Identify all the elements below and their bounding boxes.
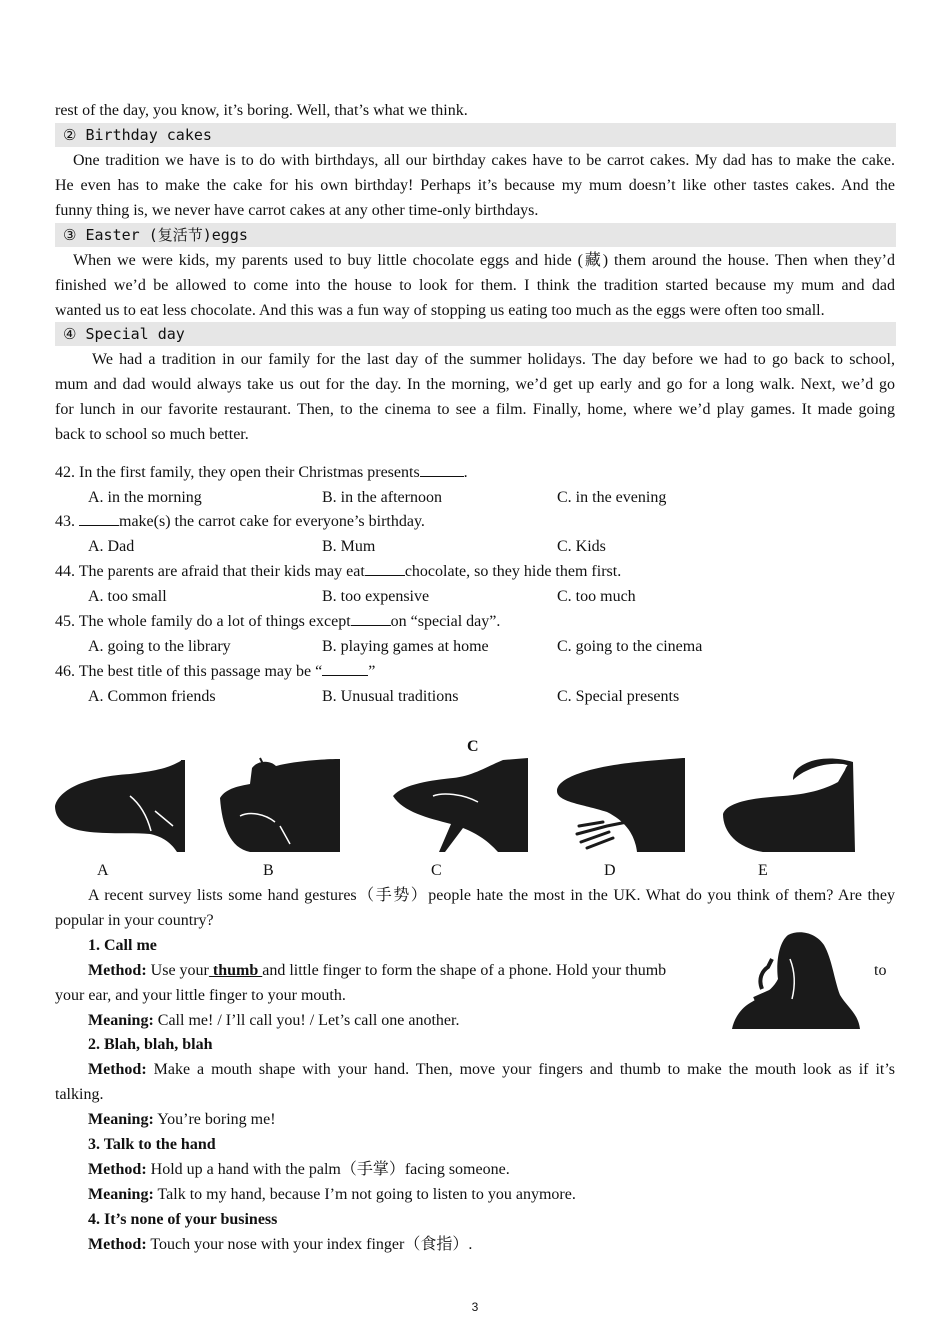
gesture-image-b [220, 756, 340, 854]
section-letter: C [467, 738, 479, 755]
question-text: . [463, 464, 468, 481]
option-c[interactable]: C. in the evening [557, 489, 667, 506]
question-42 [55, 460, 468, 485]
gesture-title: 2. Blah, blah, blah [88, 1036, 213, 1053]
method-label: Method: [88, 962, 147, 979]
question-text: 43. [55, 513, 79, 530]
question-46 [55, 659, 375, 684]
option-c[interactable]: C. too much [557, 588, 636, 605]
image-label-a: A [97, 862, 109, 879]
gesture-method [88, 958, 666, 983]
question-text: 42. In the first family, they open their Christmas presents [55, 464, 420, 481]
gesture-image-a [55, 756, 185, 854]
meaning-label: Meaning: [88, 1111, 154, 1128]
answer-blank[interactable] [351, 609, 391, 626]
meaning-text: You’re boring me! [157, 1111, 276, 1128]
method-text: Make a mouth shape with your hand. Then, move your fingers and thumb to make the mouth look as if it’s [153, 1061, 896, 1078]
meaning-label: Meaning: [88, 1186, 154, 1203]
method-text: your ear, and your little finger to your mouth. [55, 987, 346, 1004]
method-label: Method: [88, 1061, 147, 1078]
question-text: 44. The parents are afraid that their kids may eat [55, 563, 365, 580]
option-a[interactable]: A. Common friends [88, 688, 216, 705]
method-text: talking. [55, 1086, 104, 1103]
gesture-method [88, 1232, 472, 1257]
question-43 [55, 509, 425, 534]
section-c-intro: popular in your country? [55, 912, 214, 929]
question-44 [55, 559, 621, 584]
page-number: 3 [471, 1300, 479, 1314]
meaning-label: Meaning: [88, 1012, 154, 1029]
paragraph-line: We had a tradition in our family for the last day of the summer holidays. The day before we had to go back to school, [92, 351, 895, 368]
question-45 [55, 609, 500, 634]
option-c[interactable]: C. Kids [557, 538, 606, 555]
gesture-title: 1. Call me [88, 937, 157, 954]
option-c[interactable]: C. Special presents [557, 688, 680, 705]
option-a[interactable]: A. too small [88, 588, 167, 605]
gesture-image-d [557, 756, 685, 854]
section-heading-birthday-cakes: ② Birthday cakes [55, 123, 896, 147]
question-text: chocolate, so they hide them first. [404, 563, 622, 580]
image-label-b: B [263, 862, 274, 879]
paragraph-line: When we were kids, my parents used to buy little chocolate eggs and hide (藏) them around the house. Then when they’d [73, 252, 895, 269]
section-heading-easter-eggs: ③ Easter (复活节)eggs [55, 223, 896, 247]
option-a[interactable]: A. in the morning [88, 489, 202, 506]
paragraph-line: He even has to make the cake for his own birthday! Perhaps it’s because my mum doesn’t like other tastes cakes. And the [55, 177, 895, 194]
image-label-e: E [758, 862, 768, 879]
answer-blank[interactable] [79, 509, 119, 526]
gesture-method [55, 1057, 895, 1082]
gesture-title: 3. Talk to the hand [88, 1136, 216, 1153]
image-label-d: D [604, 862, 616, 879]
paragraph-line: back to school so much better. [55, 426, 249, 443]
option-b[interactable]: B. Mum [322, 538, 376, 555]
question-text: make(s) the carrot cake for everyone’s birthday. [119, 513, 425, 530]
gesture-image-e [723, 756, 858, 854]
question-text: 45. The whole family do a lot of things except [55, 613, 351, 630]
answer-blank[interactable] [365, 559, 405, 576]
option-b[interactable]: B. Unusual traditions [322, 688, 459, 705]
paragraph-line: finished we’d be allowed to come into the house to look for them. I think the tradition started because my mum and dad [55, 277, 895, 294]
question-text: ” [368, 663, 376, 680]
paragraph-line: wanted us to eat less chocolate. And this was a fun way of stopping us eating too much as the eggs were often too small. [55, 302, 825, 319]
answer-blank[interactable] [420, 460, 464, 477]
gesture-meaning [88, 1008, 459, 1033]
method-text: to [874, 962, 887, 979]
method-label: Method: [88, 1236, 147, 1253]
gesture-title: 4. It’s none of your business [88, 1211, 278, 1228]
question-text: on “special day”. [390, 613, 501, 630]
image-label-c: C [431, 862, 442, 879]
call-me-gesture-image [732, 929, 860, 1029]
option-a[interactable]: A. Dad [88, 538, 135, 555]
gesture-image-c [393, 756, 528, 854]
method-text: Hold up a hand with the palm（手掌）facing someone. [150, 1161, 510, 1178]
method-text: and little finger to form the shape of a phone. Hold your thumb [262, 962, 667, 979]
option-b[interactable]: B. too expensive [322, 588, 430, 605]
paragraph-line: for lunch in our favorite restaurant. Then, to the cinema to see a film. Finally, home, where we’d play games. It made going [55, 401, 895, 418]
section-c-intro: A recent survey lists some hand gestures（手势）people hate the most in the UK. What do you think of them? Are they [88, 887, 895, 904]
thumb-word: thumb [208, 962, 263, 979]
gesture-method [88, 1157, 510, 1182]
option-a[interactable]: A. going to the library [88, 638, 231, 655]
gesture-meaning [88, 1182, 576, 1207]
paragraph-line: One tradition we have is to do with birthdays, all our birthday cakes have to be carrot cakes. My dad has to make the cake. [73, 152, 895, 169]
option-c[interactable]: C. going to the cinema [557, 638, 703, 655]
question-text: 46. The best title of this passage may be “ [55, 663, 323, 680]
paragraph-line: funny thing is, we never have carrot cakes at any other time-only birthdays. [55, 202, 539, 219]
answer-blank[interactable] [322, 659, 368, 676]
gesture-meaning [88, 1107, 276, 1132]
option-b[interactable]: B. playing games at home [322, 638, 489, 655]
passage-intro-tail: rest of the day, you know, it’s boring. Well, that’s what we think. [55, 102, 468, 119]
option-b[interactable]: B. in the afternoon [322, 489, 442, 506]
method-text: Touch your nose with your index finger（食指）. [150, 1236, 473, 1253]
section-heading-special-day: ④ Special day [55, 322, 896, 346]
meaning-text: Call me! / I’ll call you! / Let’s call one another. [157, 1012, 460, 1029]
paragraph-line: mum and dad would always take us out for the day. In the morning, we’d get up early and go for a long walk. Next, we’d go [55, 376, 895, 393]
method-text: Use your [150, 962, 209, 979]
meaning-text: Talk to my hand, because I’m not going to listen to you anymore. [157, 1186, 576, 1203]
method-label: Method: [88, 1161, 147, 1178]
